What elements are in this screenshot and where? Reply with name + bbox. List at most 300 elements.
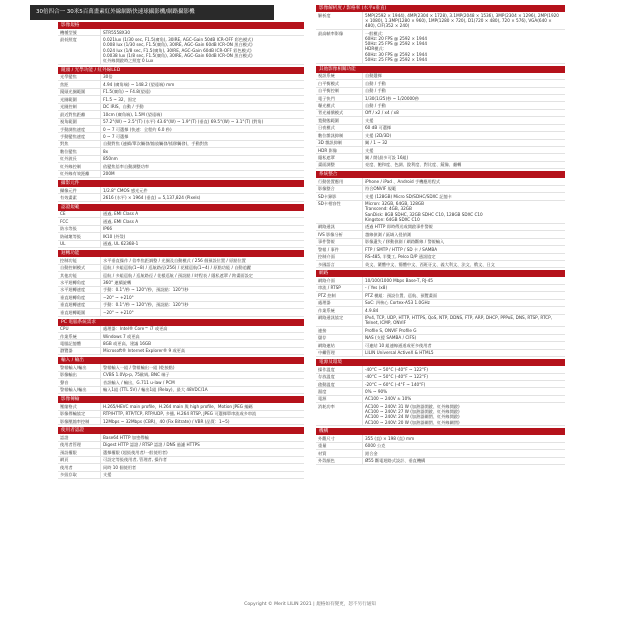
spec-value: LILIN Universal ActiveX & HTML5	[362, 350, 565, 356]
spec-label: IVS 影像分析	[318, 231, 343, 237]
spec-label: 串流 / RTSP	[318, 285, 341, 291]
spec-label: 防破壞等級	[60, 233, 81, 239]
spec-value: 360° 連續旋轉	[100, 279, 304, 285]
spec-label: FCC	[60, 218, 69, 224]
spec-value: 一般模式： 60Hz: 20 FPS @ 2592 × 1944 50Hz: 25 FPS @ 2592 × 1944 HDR模式： 60Hz: 30 FPS @ 2592 × 1944 50Hz: 25 FPS @ 2592 × 1944	[362, 30, 565, 63]
spec-label: 使用者管理	[60, 442, 81, 448]
spec-value: 符合ONVIF 規範	[362, 186, 565, 192]
spec-section	[58, 396, 304, 425]
spec-label: 重量	[318, 443, 327, 449]
section-header: 網路	[316, 270, 565, 277]
spec-row	[58, 156, 304, 163]
spec-row	[58, 187, 304, 194]
spec-value: −20° ~ +210°	[100, 309, 304, 315]
spec-label: 影像輸出	[60, 372, 77, 378]
spec-row	[58, 403, 304, 410]
spec-value: IPv4, TCP, UDP, HTTP, HTTPS, QoS, NTP, DDNS, FTP, ARP, DHCP, PPPoE, DNS, RTSP, RTCP, Telnet, ICMP, ONVIF	[362, 315, 565, 327]
spec-label: 白平衡模式	[318, 80, 339, 86]
spec-row	[316, 435, 565, 442]
spec-value: PTZ 模組：預設位置、巡航、預覽畫面	[362, 292, 565, 298]
spec-value: Digest HTTP 認證 / RTSP 認證 / DNS 過濾 HTTPS	[100, 442, 304, 448]
spec-value: AC100 ~ 240V ± 10%	[362, 396, 565, 402]
spec-value: 影像遺失 / 移動偵測 / 網路斷線 / 警報輸入	[362, 239, 565, 245]
spec-value: 2616 (水平) × 1964 (垂直) = 5,137,824 (Pixels)	[100, 194, 304, 200]
spec-label: 光圈控制	[60, 104, 77, 110]
spec-value: 1/2.8" CMOS 感光元件	[100, 187, 304, 193]
spec-value: 支援	[362, 117, 565, 123]
spec-value: 通過, UL 62368-1	[100, 241, 304, 247]
spec-value: 通過, EMI Class A	[100, 211, 304, 217]
spec-label: 影像壓縮率控制	[60, 418, 90, 424]
spec-value: -20°C ~ 60°C (-4°F ~ 140°F)	[362, 381, 565, 387]
spec-row	[316, 381, 565, 388]
spec-row	[316, 73, 565, 80]
spec-row	[316, 147, 565, 154]
spec-value: 通過, EMI Class A	[100, 218, 304, 224]
spec-row	[316, 239, 565, 246]
spec-row	[58, 226, 304, 233]
spec-label: SD卡錄影	[318, 193, 337, 199]
spec-label: 網路介面	[318, 278, 335, 284]
spec-row	[58, 272, 304, 279]
spec-value: 巡航 / 多組巡航 / 巡航路徑 / 花樣巡航 / 預設點 / 時程表 / 隱私遮罩 / 跨畫面設定	[100, 272, 304, 278]
section-header: 機構	[316, 428, 565, 435]
spec-value: 30倍	[100, 74, 304, 80]
spec-value: 自動 / 手動	[362, 80, 565, 86]
spec-row	[58, 81, 304, 88]
spec-value: - / Yes (x8)	[362, 285, 565, 291]
spec-label: 機種型號	[60, 29, 77, 35]
spec-value: -40°C ~ 50°C (-40°F ~ 122°F)	[362, 366, 565, 372]
spec-row	[58, 29, 304, 36]
spec-value: NAS (支援 SAMBA / CIFS)	[362, 335, 565, 341]
spec-value: 處理器：Intel® Core™ i7 或更高	[100, 326, 304, 332]
spec-row	[316, 178, 565, 185]
spec-section	[316, 270, 565, 357]
spec-row	[58, 218, 304, 225]
spec-value: AC100 ~ 240V: 31 W (加熱器開啟、紅外線開啟) AC100 ~ 240V: 27 W (加熱器開啟、紅外線開啟) AC100 ~ 240V: 24 W (加熱器關閉、紅外線開啟) AC100 ~ 240V: 20 W (加熱器關閉、紅外線關閉)	[362, 403, 565, 425]
spec-value: 手動：0.1°/秒 ~ 120°/秒，預設點：120°/秒	[100, 287, 304, 293]
spec-value: 關 / 開(最多可設 16組)	[362, 154, 565, 160]
section-header: PC 電腦系統需求	[58, 319, 304, 326]
spec-label: 使用者	[60, 464, 73, 470]
spec-value: 57.2°(W) ~ 2.5°(T) (水平) 43.6°(W) ~ 1.9°(T) (垂直) 69.5°(W) ~ 3.1°(T) (對角)	[100, 119, 304, 125]
spec-value: RS-485, 半雙工, Pelco D/P 通訊協定	[362, 254, 565, 260]
spec-row	[58, 449, 304, 456]
spec-value: 水平垂直操作 / 倍率焦距調整 / 光圈及自動模式 / 256 個預設位置 / 原點位置	[100, 257, 304, 263]
spec-value: 依變焦倍率自動調整功率	[100, 163, 304, 169]
spec-label: 多級存取	[60, 472, 77, 478]
spec-value: 10/100/1000 Mbps Base-T, RJ-45	[362, 277, 565, 283]
spec-row	[316, 102, 565, 109]
spec-label: 電腦記憶體	[60, 341, 81, 347]
spec-value: F1.5(廣角) ~ F4.8(望遠)	[100, 89, 304, 95]
spec-value: 1/30(1/25)秒 ~ 1/20000秒	[362, 95, 565, 101]
spec-value: F1.5 ~ 32，固定	[100, 96, 304, 102]
spec-label: 多國語言	[318, 261, 335, 267]
spec-value: −20° ~ +210°	[100, 294, 304, 300]
spec-value: H.265/HEVC main profile，H.264 main 與 high profile，Motion JPEG 編碼	[100, 403, 304, 409]
spec-label: 垂直迴轉速度	[60, 302, 86, 308]
spec-value: 音訊輸入 / 輸出，G.711 u-law / PCM	[100, 379, 304, 385]
spec-row	[58, 96, 304, 103]
spec-label: 聲音	[60, 379, 69, 385]
spec-label: 消耗功率	[318, 403, 335, 409]
spec-row	[58, 141, 304, 148]
spec-value: 0% ~ 90%	[362, 388, 565, 394]
spec-row	[316, 300, 565, 307]
spec-row	[316, 80, 565, 87]
spec-label: 攝像元件	[60, 187, 77, 193]
spec-value: 越線偵測 / 區域入侵偵測	[362, 231, 565, 237]
spec-value: 8GB 或更高，建議 16GB	[100, 340, 304, 346]
spec-value: 6000 公克	[362, 443, 565, 449]
spec-label: CPU	[60, 326, 69, 332]
spec-label: 壓縮格式	[60, 403, 77, 409]
spec-row	[316, 315, 565, 328]
spec-row	[58, 233, 304, 240]
spec-value: 0 ~ 7 可選擇	[100, 133, 304, 139]
spec-label: CE	[60, 211, 66, 217]
spec-row	[316, 292, 565, 299]
spec-section	[58, 319, 304, 356]
spec-label: UL	[60, 241, 66, 247]
spec-value: Microsoft® Internet Explorer® 9 或更高	[100, 348, 304, 354]
section-header: 使用者認證	[58, 427, 304, 434]
spec-row	[316, 403, 565, 426]
spec-label: 自平衡控制	[318, 88, 339, 94]
spec-row	[316, 335, 565, 342]
spec-row	[58, 348, 304, 355]
spec-label: 日夜模式	[318, 125, 335, 131]
spec-label: 焦距	[60, 81, 69, 87]
spec-row	[58, 434, 304, 441]
spec-row	[316, 132, 565, 139]
spec-label: 警報輸入/輸出	[60, 387, 87, 393]
right-spec-column	[316, 5, 565, 467]
spec-value: 自動 / 手動	[362, 102, 565, 108]
spec-label: 水平迴轉速度	[60, 287, 86, 293]
spec-label: 視角範圍	[60, 119, 77, 125]
spec-label: 中繼管理	[318, 350, 335, 356]
spec-label: 最高幀率影像	[318, 30, 344, 36]
spec-section	[316, 66, 565, 170]
spec-row	[58, 89, 304, 96]
spec-row	[316, 285, 565, 292]
spec-value: 4.9.84	[362, 307, 565, 313]
spec-row	[58, 364, 304, 371]
spec-value: Off / x2 / x4 / x8	[362, 110, 565, 116]
spec-row	[58, 411, 304, 418]
spec-label: 存放溫度	[318, 374, 335, 380]
spec-label: 網路連結	[318, 342, 335, 348]
spec-row	[58, 133, 304, 140]
spec-row	[58, 148, 304, 155]
spec-value: Ø55 斷電迴路式設計、垂直機構	[362, 458, 565, 464]
spec-row	[316, 450, 565, 457]
spec-row	[58, 309, 304, 316]
spec-label: 操作溫度	[318, 366, 335, 372]
section-header: 系統整合	[316, 171, 565, 178]
section-header: 影像傳輸	[58, 396, 304, 403]
spec-label: 數位雜訊抑制	[318, 132, 344, 138]
spec-section	[58, 22, 304, 65]
spec-row	[58, 241, 304, 248]
spec-row	[58, 257, 304, 264]
spec-row	[316, 117, 565, 124]
spec-row	[316, 342, 565, 349]
spec-label: 3D 雜訊抑制	[318, 140, 342, 146]
spec-label: 瀏覽器	[60, 348, 73, 354]
spec-label: 光圈範圍	[60, 96, 77, 102]
spec-section	[316, 5, 565, 64]
spec-label: 認證	[60, 434, 69, 440]
spec-label: 控制介面	[318, 254, 335, 260]
spec-row	[316, 12, 565, 30]
spec-label: 畫面調整	[318, 162, 335, 168]
spec-value: 選擇權限 (超級使用者/一般使用者)	[100, 449, 304, 455]
spec-row	[58, 464, 304, 471]
spec-label: 作業系統	[60, 333, 77, 339]
spec-row	[58, 457, 304, 464]
spec-value: 英文、繁體中文、簡體中文、西班牙文、義大利文、法文、俄文、日文	[362, 261, 565, 267]
spec-label: 隱私遮罩	[318, 155, 335, 161]
spec-value: 鋁合金	[362, 450, 565, 456]
spec-value: 12Mbps ~ 32Mbps (CBR)，40 (Fix Bitrate) / VBR (品質：1~5)	[100, 418, 304, 424]
left-spec-column	[58, 22, 304, 481]
spec-row	[58, 340, 304, 347]
spec-value: CVBS 1.0Vp-p, 75歐姆, BNC 端子	[100, 372, 304, 378]
spec-label: 手動變焦速度	[60, 133, 86, 139]
spec-row	[58, 194, 304, 201]
spec-row	[58, 472, 304, 479]
spec-value: 8x	[100, 148, 304, 154]
spec-value: 手動：0.1°/秒 ~ 120°/秒，預設點：120°/秒	[100, 302, 304, 308]
spec-value: 透過 HTTP 即時傳送或開啟事件警報	[362, 224, 565, 230]
spec-row	[58, 302, 304, 309]
spec-row	[58, 418, 304, 425]
spec-section	[58, 357, 304, 394]
spec-label: 外殼顏色	[318, 458, 335, 464]
spec-row	[316, 277, 565, 284]
spec-label: 警報 / 事件	[318, 246, 339, 252]
spec-value: 0 ~ 7 可選擇 (快速：全程約 6.0 秒)	[100, 126, 304, 132]
spec-label: 電子快門	[318, 95, 335, 101]
spec-row	[316, 125, 565, 132]
spec-row	[316, 366, 565, 373]
section-header: 電源及環境	[316, 359, 565, 366]
spec-row	[58, 126, 304, 133]
spec-section	[58, 427, 304, 479]
spec-row	[316, 443, 565, 450]
spec-row	[58, 74, 304, 81]
spec-value: 10cm (廣角端), 1.5M (望遠端)	[100, 111, 304, 117]
spec-row	[58, 442, 304, 449]
spec-value: 輸入1組 (TTL 5V) / 輸出1組 (Relay)，最大 48VDC/1A	[100, 387, 304, 393]
spec-value: 0.021lux (1/30 sec, F1.5(廣角), 30IRE, AGC-Gain 50dB ICR-OFF 彩色模式) 0.008 lux (1/30 sec, F1.5(廣角), 30IRE, AGC-Gain 60dB ICR-ON 黑白模式) 0.024 lux (1/8 sec, F1.5(廣角), 30IRE, AGC-Gain 60dB ICR-OFF 彩色模式) 0.0038 lux (1/8 sec, F1.5(廣角), 30IRE, AGC-Gain 60dB ICR-ON 黑白模式) 紅外線開啟時之照度 0 Lux	[100, 36, 304, 63]
spec-row	[58, 333, 304, 340]
spec-value: 可連結 10 組連線通道或更多使用者	[362, 342, 565, 348]
spec-label: 材質	[318, 450, 327, 456]
spec-row	[58, 372, 304, 379]
section-header: 影像規格	[58, 22, 304, 29]
spec-label: 防水等級	[60, 226, 77, 232]
spec-label: 外觀尺寸	[318, 436, 335, 442]
spec-value: Micron: 32GB, 64GB, 128GB Transcend: 4GB, 32GB SanDisk: 8GB SDHC, 32GB SDHC C10, 128GB SDXC C10 Kingston: 64GB SDXC C10	[362, 201, 565, 223]
spec-row	[316, 201, 565, 224]
spec-row	[316, 458, 565, 465]
spec-value: 可設定等級使用者, 管理者, 操作者	[100, 457, 304, 463]
spec-row	[316, 88, 565, 95]
spec-row	[316, 396, 565, 403]
spec-section	[316, 171, 565, 268]
spec-label: 啟動溫度	[318, 381, 335, 387]
section-header: 認證規範	[58, 204, 304, 211]
spec-label: 光學變焦	[60, 74, 77, 80]
spec-row	[316, 246, 565, 253]
spec-label: 控制功能	[60, 257, 77, 263]
spec-row	[58, 163, 304, 170]
spec-value: 自動對焦 (連續/單次觸發/縮放觸發/搖移觸發)，手動對焦	[100, 141, 304, 147]
spec-label: 有效畫素	[60, 195, 77, 201]
spec-label: PTZ 控制	[318, 292, 336, 298]
spec-label: 解析度	[318, 12, 331, 18]
spec-value: 5MP(2592 × 1944), 4MP(2304 × 1728), 3.1MP(2048 × 1536), 3MP(2304 × 1296), 2MP(1920 × 1080), 1.3MP(1280 × 960), 1MP(1280 × 720), D1(720 × 480), 720 × 576), VGA(640 × 480), CIF(352 × 240)	[362, 12, 565, 29]
spec-row	[58, 387, 304, 394]
spec-value: 60 dB 可選擇	[362, 125, 565, 131]
spec-label: 寬動態範圍	[318, 117, 339, 123]
spec-value: Base64 HTTP 加密傳輸	[100, 434, 304, 440]
spec-value: FTP / SMTP / HTTP / SD 卡 / SAMBA	[362, 246, 565, 252]
spec-value: 支援 (128GB) Micro SD/SDHC/SDXC 記憶卡	[362, 193, 565, 199]
spec-row	[316, 388, 565, 395]
spec-row	[316, 224, 565, 231]
spec-value: 355 (直) × 198 (直) mm	[362, 435, 565, 441]
spec-row	[58, 326, 304, 333]
spec-label: 濕度	[318, 388, 327, 394]
spec-row	[316, 154, 565, 161]
spec-label: 預設權限	[60, 449, 77, 455]
spec-label: 連接	[318, 327, 327, 333]
spec-label: 網頁	[60, 457, 69, 463]
spec-label: 電源	[318, 396, 327, 402]
spec-label: 影像傳輸協定	[60, 411, 86, 417]
spec-label: 影像整合	[318, 186, 335, 192]
section-header: 迴轉功能	[58, 250, 304, 257]
spec-value: STR5558X30	[100, 29, 304, 35]
spec-row	[58, 211, 304, 218]
spec-row	[58, 279, 304, 286]
spec-row	[58, 294, 304, 301]
spec-label: 鏡頭光圈範圍	[60, 89, 86, 95]
spec-row	[58, 119, 304, 126]
spec-row	[316, 95, 565, 102]
spec-label: 垂直迴轉範圍	[60, 309, 86, 315]
section-header: 輸入 / 輸出	[58, 357, 304, 364]
spec-value: 4.94 (廣角端) ~ 148.2 (望遠端) mm	[100, 81, 304, 87]
spec-section	[316, 359, 565, 426]
spec-row	[58, 104, 304, 111]
spec-label: SD卡相容性	[318, 201, 341, 207]
spec-label: 自動控制模式	[60, 265, 86, 271]
spec-row	[316, 327, 565, 334]
spec-value: -40°C ~ 50°C (-40°F ~ 122°F)	[362, 374, 565, 380]
spec-label: 數位變焦	[60, 148, 77, 154]
spec-label: HDR 影像	[318, 147, 337, 153]
spec-row	[316, 350, 565, 357]
spec-value: 200M	[100, 171, 304, 177]
spec-label: 其他功能	[60, 272, 77, 278]
spec-row	[316, 261, 565, 268]
spec-value: 亮度、飽和度、色調、銳利度、對比度、鏡像、翻轉	[362, 162, 565, 168]
spec-row	[316, 186, 565, 193]
spec-label: 網路通訊協定	[318, 315, 344, 321]
spec-section	[58, 67, 304, 178]
spec-value: SoC: 四核心 Cortex-A53 1.0GHz	[362, 300, 565, 306]
spec-value: IK10 (外殼)	[100, 233, 304, 239]
spec-row	[316, 193, 565, 200]
spec-section	[316, 428, 565, 465]
spec-label: 網路通訊	[318, 224, 335, 230]
spec-label: 行動裝置應用	[318, 178, 344, 184]
spec-row	[58, 379, 304, 386]
spec-value: DC IRIS，自動 / 手動	[100, 104, 304, 110]
spec-label: 視訊系統	[318, 73, 335, 79]
section-header: 鏡頭 / 光學功能 / 紅外線LED	[58, 67, 304, 74]
spec-row	[58, 171, 304, 178]
spec-value: 支援 (2D/3D)	[362, 132, 565, 138]
spec-label: 紅外波長	[60, 156, 77, 162]
spec-value: 支援	[362, 147, 565, 153]
spec-value: 巡航 / 多組巡航(1~8) / 巡航路徑(256) / 花樣巡航(1~4) / 原點功能 / 自動追蹤	[100, 265, 304, 271]
spec-label: 儲存	[318, 335, 327, 341]
spec-label: 警報輸入/輸出	[60, 364, 87, 370]
spec-label: 水平迴轉角度	[60, 279, 86, 285]
spec-value: 關 / 1 ~ 32	[362, 140, 565, 146]
section-header: 其他影像相關功能	[316, 66, 565, 73]
spec-value: iPhone / iPad 、Android 手機應用程式	[362, 178, 565, 184]
spec-value: IP66	[100, 226, 304, 232]
spec-value: 自動 / 手動	[362, 88, 565, 94]
spec-label: 作業系統	[318, 307, 335, 313]
spec-label: 背光補償模式	[318, 110, 344, 116]
spec-section	[58, 180, 304, 202]
spec-row	[316, 307, 565, 314]
copyright-footer: Copyright © Merit LILIN 2021 | 規格如有變更，恕不另行通知	[244, 602, 376, 607]
spec-section	[58, 204, 304, 248]
spec-row	[316, 140, 565, 147]
spec-value: 支援	[100, 472, 304, 478]
spec-row	[316, 254, 565, 261]
spec-row	[316, 162, 565, 169]
spec-value: 自動選擇	[362, 73, 565, 79]
spec-row	[316, 30, 565, 64]
spec-value: 850nm	[100, 156, 304, 162]
spec-label: 最近對焦距離	[60, 111, 86, 117]
spec-value: 同時 10 個使用者	[100, 464, 304, 470]
spec-row	[58, 287, 304, 294]
spec-value: 警報輸入一組 / 警報輸出一組 (乾接點)	[100, 364, 304, 370]
spec-value: Windows 7 或更高	[100, 333, 304, 339]
spec-label: 垂直迴轉角度	[60, 294, 86, 300]
spec-label: 曝光模式	[318, 102, 335, 108]
spec-label: 紅外線有效距離	[60, 171, 90, 177]
spec-row	[316, 374, 565, 381]
document-title: 30倍四合一 30米5百萬畫素紅外線網路快速球攝影機/網路攝影機	[30, 5, 274, 20]
spec-value: Profile S, ONVIF Profile G	[362, 327, 565, 333]
spec-section	[58, 250, 304, 317]
spec-label: 事件警報	[318, 239, 335, 245]
